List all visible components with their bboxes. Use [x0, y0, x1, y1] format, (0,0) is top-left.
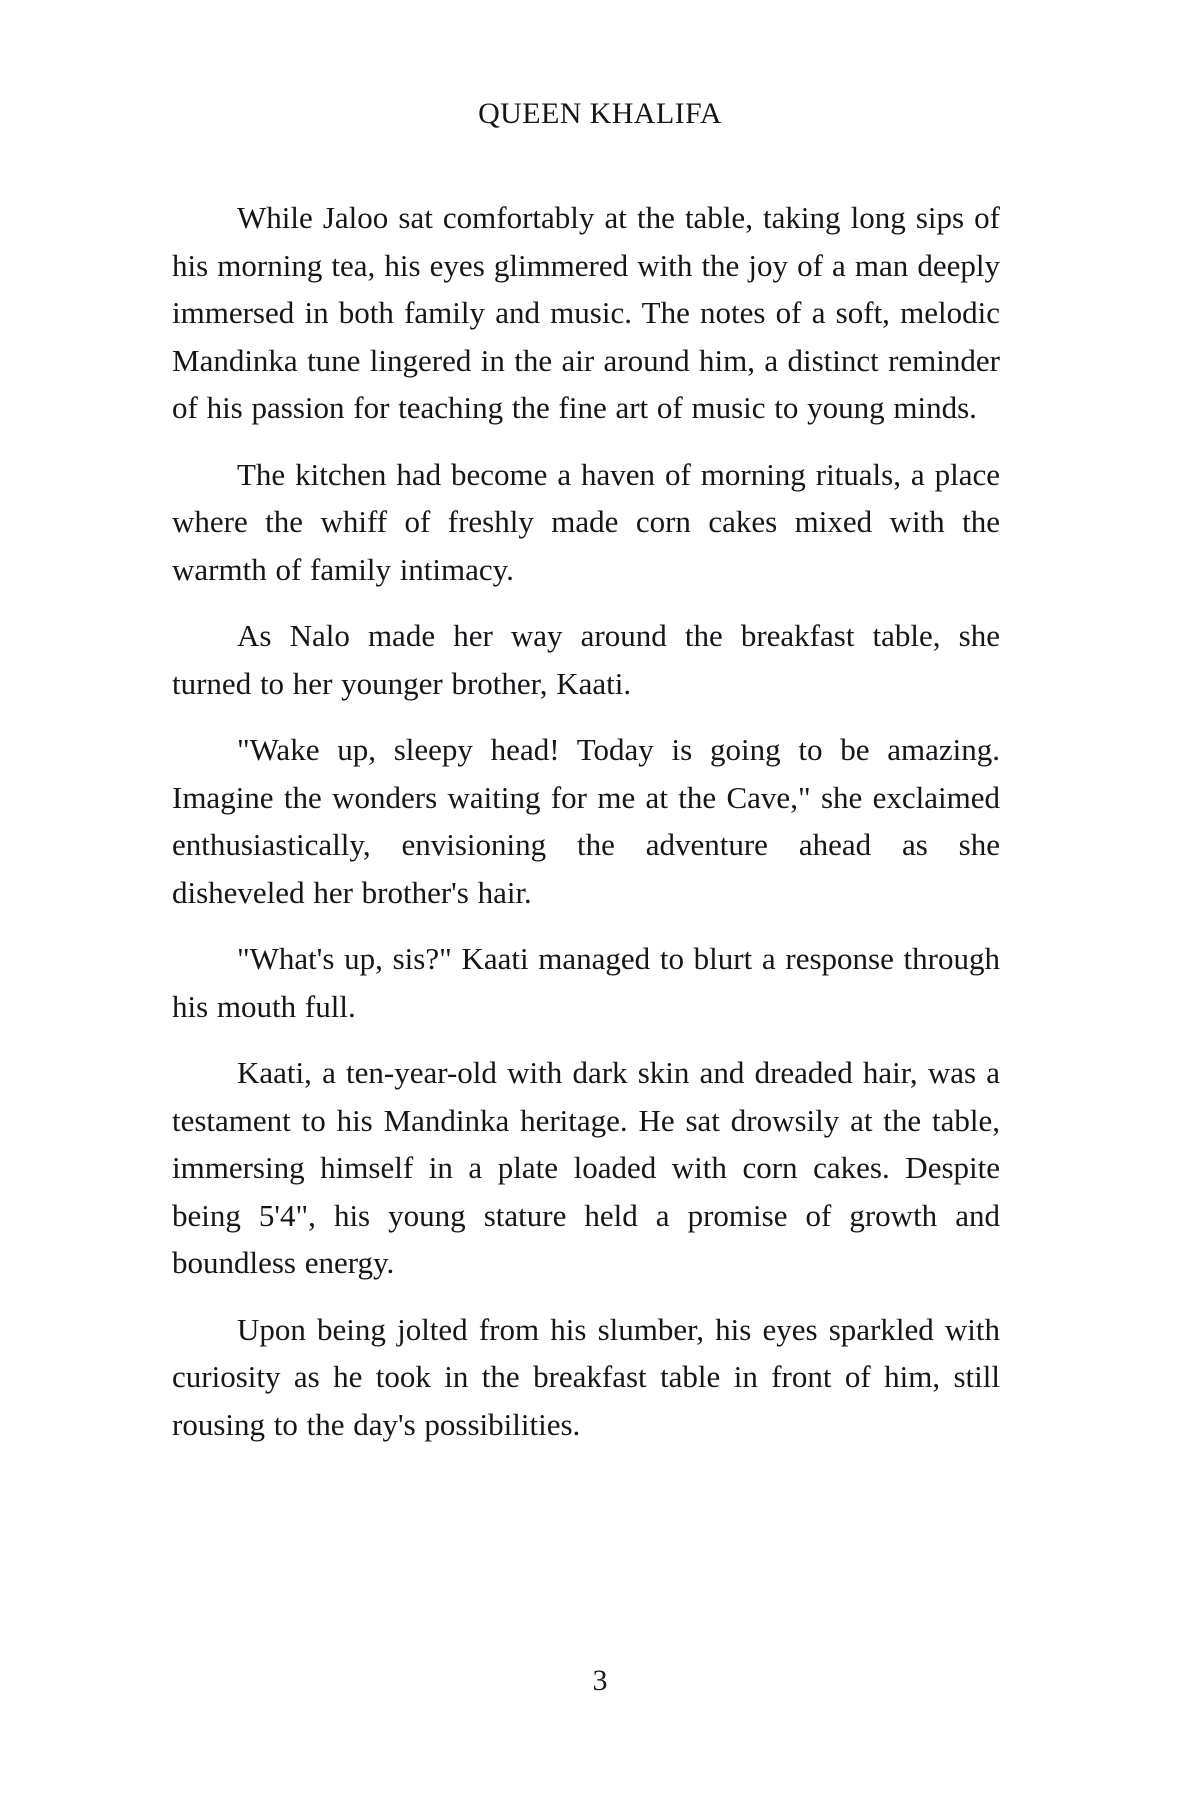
running-header: QUEEN KHALIFA	[478, 97, 722, 130]
paragraph-1: While Jaloo sat comfortably at the table, taking long sips of his morning tea, his eyes glimmered with the joy of a man deeply immersed in both family and music. The notes of a soft, melodic Mandinka tune lingered in the air around him, a distinct reminder of his passion for teaching the fine art of music to young minds.	[172, 200, 1000, 425]
paragraph-6: Kaati, a ten-year-old with dark skin and dreaded hair, was a testament to his Mandinka heritage. He sat drowsily at the table, immersing himself in a plate loaded with corn cakes. Despite being 5'4", his young stature held a promise of growth and boundless energy.	[172, 1055, 1000, 1280]
paragraph-5: "What's up, sis?" Kaati managed to blurt a response through his mouth full.	[172, 941, 1000, 1024]
paragraph-2: The kitchen had become a haven of morning rituals, a place where the whiff of freshly made corn cakes mixed with the warmth of family intimacy.	[172, 456, 1000, 587]
page-number: 3	[592, 1664, 608, 1697]
body-text	[172, 194, 1000, 1467]
paragraph-4: "Wake up, sleepy head! Today is going to be amazing. Imagine the wonders waiting for me at the Cave," she exclaimed enthusiastically, envisioning the adventure ahead as she disheveled her brother's hair.	[172, 732, 1000, 910]
paragraph-7: Upon being jolted from his slumber, his eyes sparkled with curiosity as he took in the breakfast table in front of him, still rousing to the day's possibilities.	[172, 1311, 1000, 1442]
paragraph-3: As Nalo made her way around the breakfast table, she turned to her younger brother, Kaati.	[172, 618, 1000, 701]
